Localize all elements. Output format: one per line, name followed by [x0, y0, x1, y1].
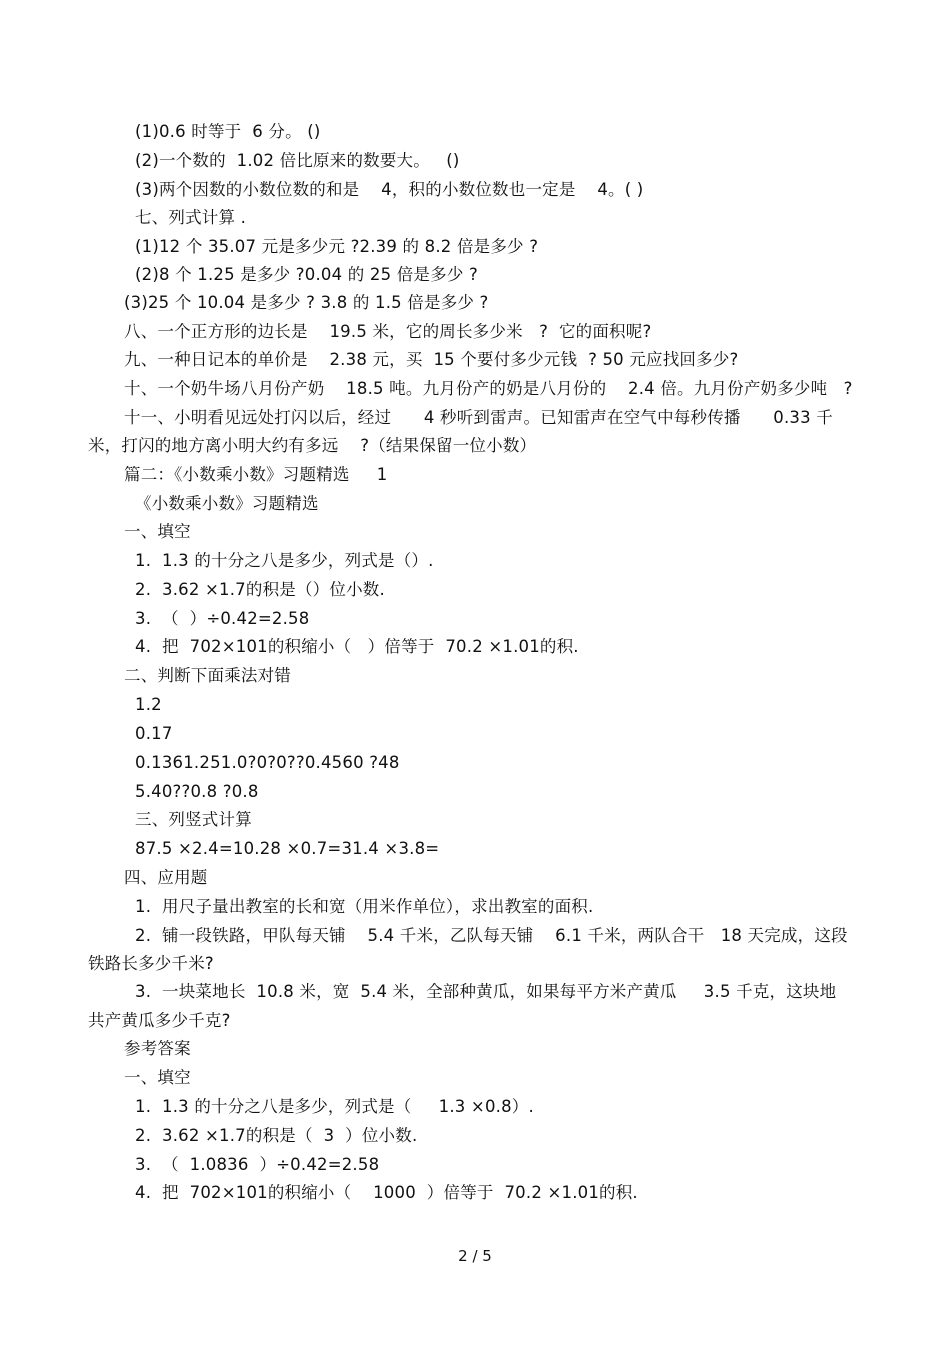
- text-line: 1. 1.3 的十分之八是多少，列式是（）.: [135, 551, 434, 570]
- text-line: 1. 1.3 的十分之八是多少，列式是（ 1.3 ×0.8）.: [135, 1097, 534, 1116]
- text-line: 2. 3.62 ×1.7的积是（）位小数.: [135, 580, 385, 599]
- text-line: 铁路长多少千米?: [88, 954, 214, 973]
- section-heading: 篇二：《小数乘小数》习题精选 1: [124, 465, 388, 484]
- text-line: 十、一个奶牛场八月份产奶 18.5 吨。九月份产的奶是八月份的 2.4 倍。九月份产奶多少吨 ?: [124, 379, 853, 398]
- text-line: 八、一个正方形的边长是 19.5 米，它的周长多少米 ? 它的面积呢?: [124, 322, 652, 341]
- text-line: 2. 铺一段铁路，甲队每天铺 5.4 千米，乙队每天铺 6.1 千米，两队合干 18 天完成，这段: [135, 926, 848, 945]
- text-line: 共产黄瓜多少千克?: [88, 1011, 231, 1030]
- text-line: 2. 3.62 ×1.7的积是（ 3 ）位小数.: [135, 1126, 418, 1145]
- text-line: (3)两个因数的小数位数的和是 4，积的小数位数也一定是 4。( ): [135, 180, 644, 199]
- page-number: 2 / 5: [458, 1247, 492, 1265]
- text-line: 3. （ ）÷0.42=2.58: [135, 609, 310, 628]
- text-line: 4. 把 702×101的积缩小（ 1000 ）倍等于 70.2 ×1.01的积.: [135, 1183, 638, 1202]
- text-line: (2)一个数的 1.02 倍比原来的数要大。 (): [135, 151, 460, 170]
- text-line: (1)0.6 时等于 6 分。 (): [135, 122, 321, 141]
- text-line: (1)12 个 35.07 元是多少元 ?2.39 的 8.2 倍是多少 ?: [135, 237, 539, 256]
- text-line: (2)8 个 1.25 是多少 ?0.04 的 25 倍是多少 ?: [135, 265, 478, 284]
- text-line: 0.17: [135, 724, 173, 743]
- text-line: 十一、小明看见远处打闪以后，经过 4 秒听到雷声。已知雷声在空气中每秒传播 0.33 千: [124, 408, 833, 427]
- section-heading: 一、填空: [124, 1068, 191, 1087]
- section-heading: 四、应用题: [124, 868, 208, 887]
- section-heading: 三、列竖式计算: [135, 810, 252, 829]
- text-line: 九、一种日记本的单价是 2.38 元，买 15 个要付多少元钱 ? 50 元应找回多少?: [124, 350, 739, 369]
- text-line: (3)25 个 10.04 是多少 ? 3.8 的 1.5 倍是多少 ?: [124, 293, 489, 312]
- text-line: 1. 用尺子量出教室的长和宽（用米作单位），求出教室的面积.: [135, 897, 594, 916]
- document-title: 《小数乘小数》习题精选: [135, 494, 319, 513]
- section-heading: 二、判断下面乘法对错: [124, 666, 291, 685]
- text-line: 米，打闪的地方离小明大约有多远 ?（结果保留一位小数）: [88, 436, 537, 455]
- section-heading: 七、列式计算 .: [135, 208, 247, 227]
- section-heading: 参考答案: [124, 1039, 191, 1058]
- text-line: 3. 一块菜地长 10.8 米，宽 5.4 米，全部种黄瓜，如果每平方米产黄瓜 3.5 千克，这块地: [135, 982, 837, 1001]
- text-line: 0.1361.251.0?0?0??0.4560 ?48: [135, 753, 400, 772]
- text-line: 1.2: [135, 695, 162, 714]
- text-line: 3. （ 1.0836 ）÷0.42=2.58: [135, 1155, 380, 1174]
- section-heading: 一、填空: [124, 522, 191, 541]
- text-line: 87.5 ×2.4=10.28 ×0.7=31.4 ×3.8=: [135, 839, 440, 858]
- text-line: 5.40??0.8 ?0.8: [135, 782, 259, 801]
- text-line: 4. 把 702×101的积缩小（ ）倍等于 70.2 ×1.01的积.: [135, 637, 579, 656]
